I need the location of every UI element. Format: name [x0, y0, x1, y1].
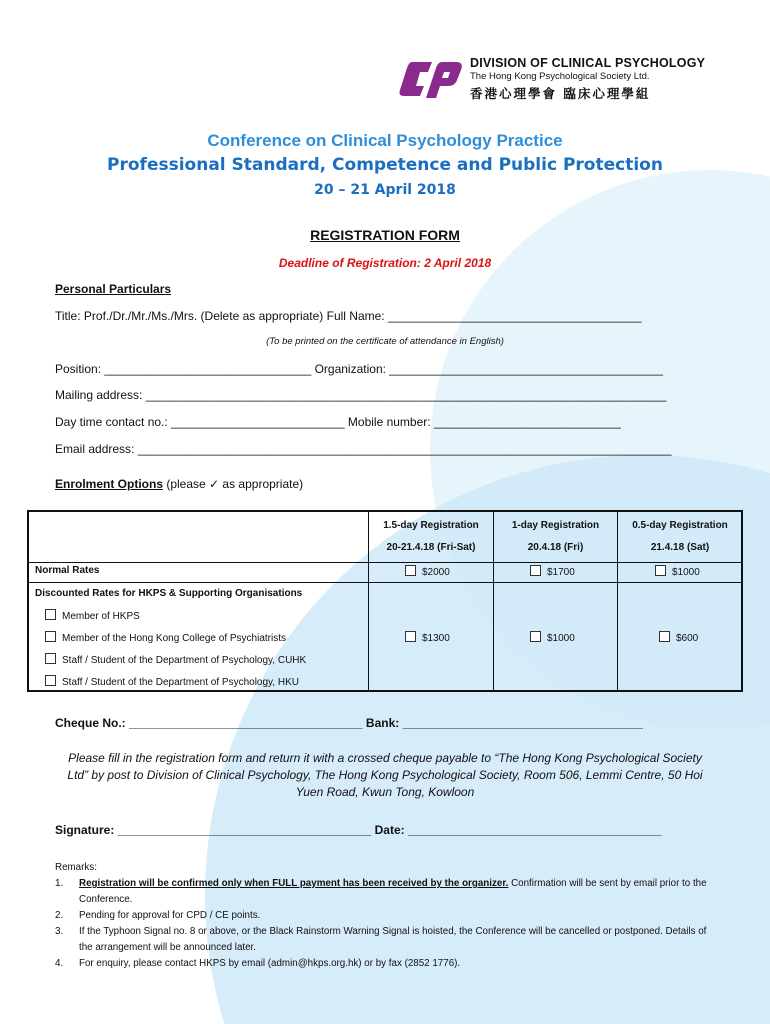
title-name-field[interactable]: Title: Prof./Dr./Mr./Ms./Mrs. (Delete as appropriate) Full Name: ______________________________________ [55, 309, 642, 323]
remark-number: 4. [55, 958, 64, 969]
option-label: Staff / Student of the Department of Psychology, HKU [62, 677, 299, 688]
email-address-field[interactable]: Email address: ________________________________________________________________________________ [55, 442, 672, 456]
table-divider [29, 582, 741, 583]
form-title: REGISTRATION FORM [310, 227, 460, 243]
price: $1700 [547, 567, 575, 578]
enrolment-heading-row [55, 477, 303, 491]
remark-item [55, 956, 720, 972]
personal-heading: Personal Particulars [55, 282, 172, 296]
col-dates-0-5-day: 21.4.18 (Sat) [650, 542, 710, 553]
conference-dates: 20 – 21 April 2018 [314, 182, 456, 198]
position-organization-field[interactable]: Position: _______________________________ Organization: _________________________________________ [55, 362, 663, 376]
option-label: Member of HKPS [62, 611, 140, 622]
division-logo-icon [398, 56, 464, 102]
remark-item [55, 876, 720, 908]
conference-title: Conference on Clinical Psychology Practice [207, 131, 563, 150]
table-divider [368, 512, 369, 690]
checkbox-icon[interactable] [45, 609, 56, 620]
name-note: (To be printed on the certificate of attendance in English) [266, 336, 504, 347]
remark-item [55, 924, 720, 956]
checkbox-icon[interactable] [405, 565, 416, 576]
col-dates-1-day: 20.4.18 (Fri) [527, 542, 584, 553]
price: $2000 [422, 567, 450, 578]
table-divider [29, 562, 741, 563]
discount-option-hkps[interactable] [45, 609, 140, 622]
price: $1000 [672, 567, 700, 578]
checkbox-icon[interactable] [655, 565, 666, 576]
remark-text: Pending for approval for CPD / CE points. [79, 910, 261, 921]
checkbox-icon[interactable] [530, 565, 541, 576]
enrolment-table [27, 510, 743, 692]
normal-option-1-5-day[interactable] [405, 565, 450, 578]
discount-option-hku[interactable] [45, 675, 299, 688]
remarks-heading: Remarks: [55, 862, 97, 873]
remark-text: Confirmation will be sent by email prior to the Conference. [79, 878, 707, 905]
deadline-text: Deadline of Registration: 2 April 2018 [278, 256, 492, 270]
logo-text [470, 56, 760, 102]
price: $1300 [422, 633, 450, 644]
option-label: Staff / Student of the Department of Psychology, CUHK [62, 655, 307, 666]
checkbox-icon[interactable] [530, 631, 541, 642]
conference-subtitle: Professional Standard, Competence and Public Protection [107, 155, 663, 175]
enrolment-heading: Enrolment Options [55, 477, 163, 491]
return-instructions: Please fill in the registration form and return it with a crossed cheque payable to “The Hong Kong Psychological Society Ltd” by post to Division of Clinical Psychology, The Hong Kong Psychological Society, Room 506, Lemmi Centre, 50 Hoi Yuen Road, Kwun Tong, Kowloon [67, 751, 703, 799]
remark-number: 3. [55, 926, 64, 937]
col-header-1-day: 1-day Registration [511, 520, 600, 531]
logo-chinese: 香港心理學會 臨床心理學組 [470, 86, 651, 101]
remark-text: If the Typhoon Signal no. 8 or above, or the Black Rainstorm Warning Signal is hoisted, the Conference will be cancelled or postponed. Details of the arrangement will be announced later. [79, 926, 707, 953]
discount-rates-label: Discounted Rates for HKPS & Supporting Organisations [35, 588, 303, 599]
enrolment-hint: (please ✓ as appropriate) [166, 477, 304, 491]
checkbox-icon[interactable] [659, 631, 670, 642]
checkbox-icon[interactable] [405, 631, 416, 642]
remark-strong: Registration will be confirmed only when FULL payment has been received by the organizer. [79, 878, 509, 889]
price: $600 [676, 633, 699, 644]
checkbox-icon[interactable] [45, 653, 56, 664]
contact-mobile-field[interactable]: Day time contact no.: __________________________ Mobile number: ____________________________ [55, 415, 621, 429]
mailing-address-field[interactable]: Mailing address: ______________________________________________________________________________ [55, 388, 667, 402]
checkbox-icon[interactable] [45, 631, 56, 642]
normal-option-1-day[interactable] [530, 565, 575, 578]
option-label: Member of the Hong Kong College of Psychiatrists [62, 633, 286, 644]
col-dates-1-5-day: 20-21.4.18 (Fri-Sat) [386, 542, 476, 553]
discount-option-1-5-day[interactable] [405, 631, 450, 644]
col-header-1-5-day: 1.5-day Registration [383, 520, 479, 531]
discount-option-0-5-day[interactable] [659, 631, 698, 644]
discount-option-hkcpsych[interactable] [45, 631, 286, 644]
logo-title: DIVISION OF CLINICAL PSYCHOLOGY [470, 56, 706, 70]
normal-rates-label: Normal Rates [35, 565, 100, 576]
remark-number: 2. [55, 910, 64, 921]
price: $1000 [547, 633, 575, 644]
cheque-bank-field[interactable]: Cheque No.: ___________________________________ Bank: ____________________________________ [55, 716, 643, 730]
discount-option-cuhk[interactable] [45, 653, 306, 666]
remark-text: For enquiry, please contact HKPS by email (admin@hkps.org.hk) or by fax (2852 1776). [79, 958, 461, 969]
logo-subtitle: The Hong Kong Psychological Society Ltd. [470, 71, 650, 82]
table-divider [493, 512, 494, 690]
signature-date-field[interactable]: Signature: ______________________________________ Date: ______________________________________ [55, 823, 662, 837]
checkbox-icon[interactable] [45, 675, 56, 686]
col-header-0-5-day: 0.5-day Registration [632, 520, 728, 531]
remarks-section [55, 860, 720, 972]
remark-number: 1. [55, 878, 64, 889]
remark-item [55, 908, 720, 924]
normal-option-0-5-day[interactable] [655, 565, 700, 578]
discount-option-1-day[interactable] [530, 631, 575, 644]
table-divider [617, 512, 618, 690]
